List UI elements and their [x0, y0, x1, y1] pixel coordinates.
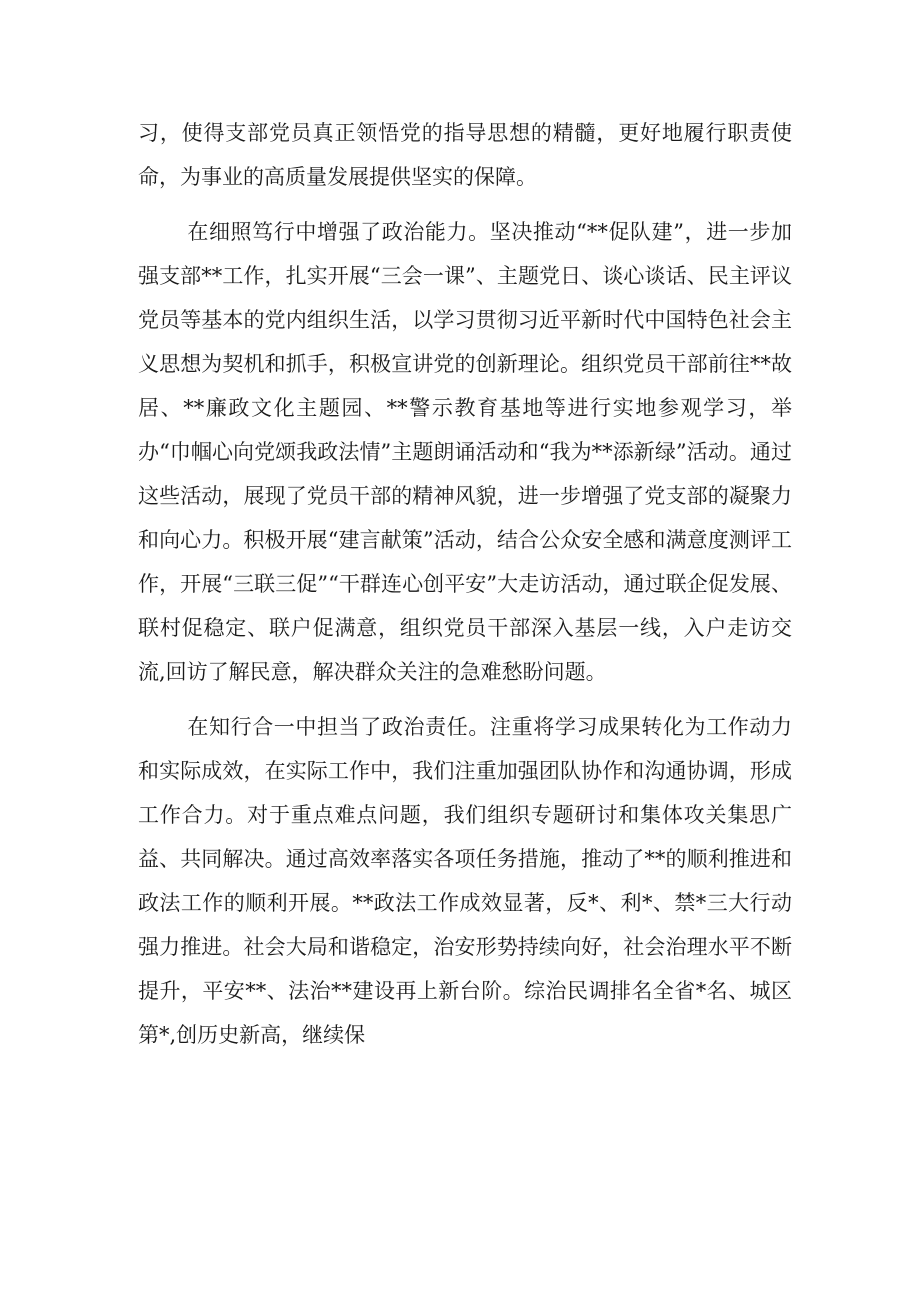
- paragraph-political-ability: 在细照笃行中增强了政治能力。坚决推动“**促队建”，进一步加强支部**工作，扎实开展“三会一课”、主题党日、谈心谈话、民主评议党员等基本的党内组织生活，以学习贯彻习近平新时代中国特色社会主义思想为契机和抓手，积极宣讲党的创新理论。组织党员干部前往**故居、**廉政文化主题园、**警示教育基地等进行实地参观学习，举办“巾帼心向党颂我政法情”主题朗诵活动和“我为**添新绿”活动。通过这些活动，展现了党员干部的精神风貌，进一步增强了党支部的凝聚力和向心力。积极开展“建言献策”活动，结合公众安全感和满意度测评工作，开展“三联三促”“干群连心创平安”大走访活动，通过联企促发展、联村促稳定、联户促满意，组织党员干部深入基层一线，入户走访交流,回访了解民意，解决群众关注的急难愁盼问题。: [138, 220, 792, 684]
- paragraph-continued: 习，使得支部党员真正领悟党的指导思想的精髓，更好地履行职责使命，为事业的高质量发展提供坚实的保障。: [138, 121, 792, 189]
- document-page: [138, 111, 792, 1057]
- paragraph-political-responsibility: 在知行合一中担当了政治责任。注重将学习成果转化为工作动力和实际成效，在实际工作中，我们注重加强团队协作和沟通协调，形成工作合力。对于重点难点问题，我们组织专题研讨和集体攻关集思广益、共同解决。通过高效率落实各项任务措施，推动了**的顺利推进和政法工作的顺利开展。**政法工作成效显著，反*、利*、禁*三大行动强力推进。社会大局和谐稳定，治安形势持续向好，社会治理水平不断提升，平安**、法治**建设再上新台阶。综治民调排名全省*名、城区第*,创历史新高，继续保: [138, 715, 792, 1047]
